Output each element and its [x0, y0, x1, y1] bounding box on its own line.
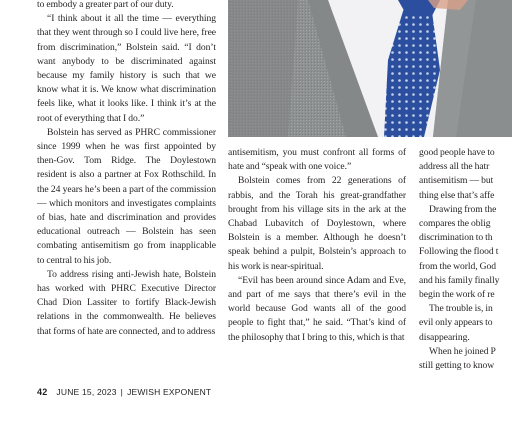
article-line: Drawing from the — [429, 203, 497, 215]
article-line: thing else that’s affe — [419, 189, 495, 201]
publication-name: JEWISH EXPONENT — [127, 387, 212, 397]
article-line: still getting to know — [419, 360, 495, 372]
article-line: and his family finally — [419, 274, 500, 286]
article-paragraph: to embody a greater part of our duty. — [37, 0, 174, 10]
article-line: begin the work of re — [419, 289, 495, 301]
page-folio — [37, 384, 211, 400]
page-number: 42 — [37, 387, 48, 397]
article-column-2 — [228, 146, 406, 345]
article-line: evil only appears to — [419, 317, 493, 329]
article-paragraph: Bolstein comes from 22 generations of rabbis, and the Torah his great-grandfather brought from his village sits in the ark at the Chabad Lubavitch of Doylestown, where Bolstein is a member. Although he doesn’t speak behind a pulpit, Bolstein’s approach to his work is near-spiritual. — [228, 175, 406, 272]
article-line: When he joined P — [429, 345, 496, 357]
article-column-1 — [37, 0, 216, 339]
issue-date: JUNE 15, 2023 — [56, 387, 117, 397]
article-paragraph: “Evil has been around since Adam and Eve, and part of me says that there’s evil in the world because God wants all of the good people to fight that,” he said. “That’s kind of the philosophy that I bring to this, which is that — [228, 274, 406, 343]
article-line: good people have to — [419, 147, 495, 158]
article-line: address all the hatr — [419, 161, 490, 173]
article-photo — [228, 0, 512, 137]
article-line: disappearing. — [419, 331, 470, 343]
article-column-3 — [419, 146, 512, 373]
article-line: The trouble is, in — [429, 303, 493, 315]
article-line: Following the flood t — [419, 246, 499, 258]
article-line: antisemitism — but — [419, 175, 494, 187]
article-line: compares the oblig — [419, 218, 491, 230]
folio-separator: | — [120, 387, 124, 397]
article-paragraph: To address rising anti-Jewish hate, Bolstein has worked with PHRC Executive Director Chad Dion Lassiter to fortify Black-Jewish relations in the commonwealth. He believes that forms of hate are connected, and to address — [37, 268, 216, 337]
article-paragraph: Bolstein has served as PHRC commissioner since 1999 when he was first appointed by then-Gov. Tom Ridge. The Doylestown resident is also a partner at Fox Rothschild. In the 24 years he’s been a part of the commission — which monitors and investigates complaints of bias, hate and discrimination and provides educational outreach — Bolstein has seen combating antisemitism go from inapplicable to central to his job. — [37, 126, 216, 266]
article-line: from the world, God — [419, 260, 497, 272]
article-paragraph: antisemitism, you must confront all forms of hate and “speak with one voice.” — [228, 147, 406, 173]
article-line: discrimination to th — [419, 232, 493, 244]
article-paragraph: “I think about it all the time — everything that they went through so I could live here, free from discrimination,” Bolstein said. “I don’t want anybody to be discriminated against because my family history is such that we know what it is. We know what discrimination feels like, what it looks like. I think it’s at the root of everything that I do.” — [37, 13, 216, 124]
portrait-illustration — [228, 0, 512, 137]
